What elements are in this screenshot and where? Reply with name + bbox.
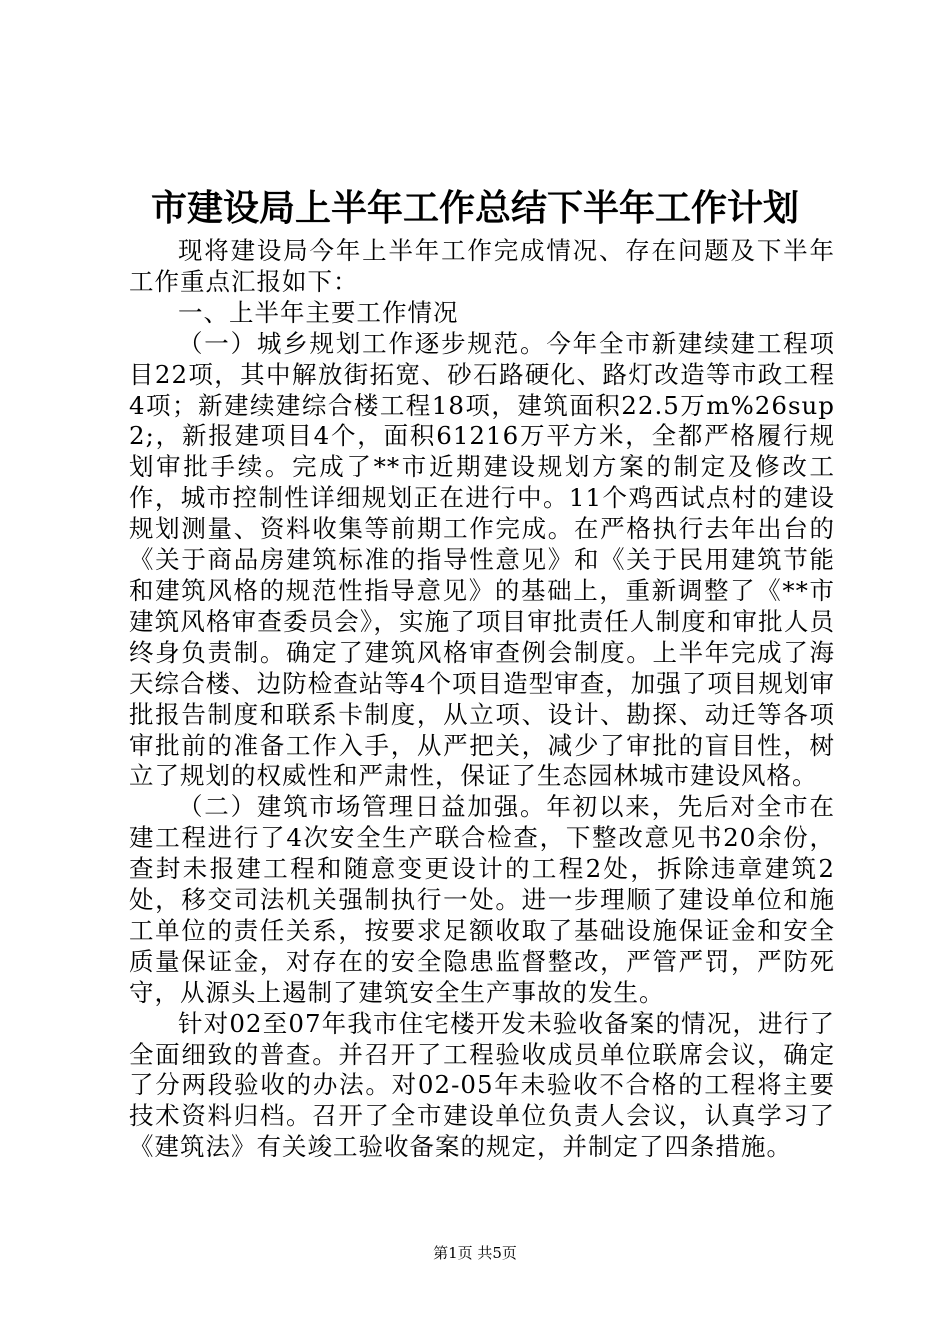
document-body [129, 236, 835, 1163]
document-title: 市建设局上半年工作总结下半年工作计划 [150, 187, 799, 229]
market-management-paragraph: （二）建筑市场管理日益加强。年初以来，先后对全市在建工程进行了4次安全生产联合检查，下整改意见书20余份，查封未报建工程和随意变更设计的工程2处，拆除违章建筑2处，移交司法机关强制执行一处。进一步理顺了建设单位和施工单位的责任关系，按要求足额收取了基础设施保证金和安全质量保证金，对存在的安全隐患监督整改，严管严罚，严防死守，从源头上遏制了建筑安全生产事故的发生。 [129, 792, 835, 1007]
planning-paragraph: （一）城乡规划工作逐步规范。今年全市新建续建工程项目22项，其中解放街拓宽、砂石路硬化、路灯改造等市政工程4项；新建续建综合楼工程18项，建筑面积22.5万m%26sup2;，新报建项目4个，面积61216万平方米，全都严格履行规划审批手续。完成了**市近期建设规划方案的制定及修改工作，城市控制性详细规划正在进行中。11个鸡西试点村的建设规划测量、资料收集等前期工作完成。在严格执行去年出台的《关于商品房建筑标准的指导性意见》和《关于民用建筑节能和建筑风格的规范性指导意见》的基础上，重新调整了《**市建筑风格审查委员会》，实施了项目审批责任人制度和审批人员终身负责制。确定了建筑风格审查例会制度。上半年完成了海天综合楼、边防检查站等4个项目造型审查，加强了项目规划审批报告制度和联系卡制度，从立项、设计、勘探、动迁等各项审批前的准备工作入手，从严把关，减少了审批的盲目性，树立了规划的权威性和严肃性，保证了生态园林城市建设风格。 [129, 328, 835, 791]
page-number: 第1页 共5页 [433, 1244, 517, 1262]
section-heading: 一、上半年主要工作情况 [178, 297, 459, 327]
intro-paragraph: 现将建设局今年上半年工作完成情况、存在问题及下半年工作重点汇报如下： [129, 236, 835, 296]
acceptance-paragraph: 针对02至07年我市住宅楼开发未验收备案的情况，进行了全面细致的普查。并召开了工程验收成员单位联席会议，确定了分两段验收的办法。对02-05年未验收不合格的工程将主要技术资料归档。召开了全市建设单位负责人会议，认真学习了《建筑法》有关竣工验收备案的规定，并制定了四条措施。 [129, 1008, 835, 1162]
